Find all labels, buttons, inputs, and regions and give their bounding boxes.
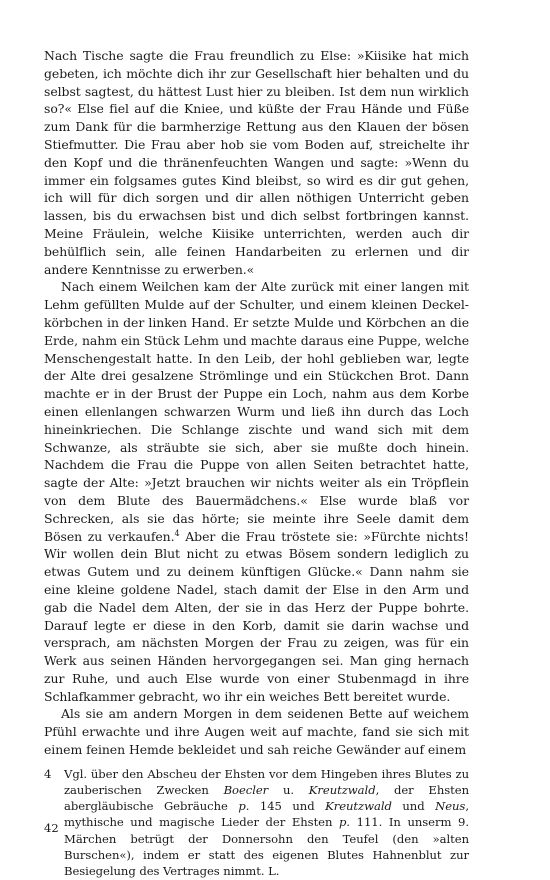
footnote bbox=[44, 766, 469, 879]
footnote-segment: u. bbox=[268, 783, 309, 798]
footnote-reference[interactable]: 4 bbox=[174, 528, 180, 538]
paragraph-text: Nach Tische sagte die Frau freundlich zu Else: »Kiisike hat mich gebeten, ich möchte dich ihr zur Gesellschaft hier behalten und du selbst sagtest, du hättest Lust hier zu bleiben. Ist dem nun wirklich so?« Else fiel auf die Kniee, und küßte der Frau Hände und Füße zum Dank für die barmherzige Rettung aus den Klauen der bösen Stiefmutter. Die Frau aber hob sie vom Boden auf, streichelte ihr den Kopf und die thränenfeuchten Wangen und sagte: »Wenn du immer ein folgsames gutes Kind bleibst, so wird es dir gut gehen, ich will für dich sorgen und dir allen nöthigen Unterricht geben lassen, bis du erwachsen bist und dich selbst fortbringen kannst. Meine Fräulein, welche Kiisike unterrichten, werden auch dir behülflich sein, alle feinen Handarbeiten zu erlernen und dir andere Kenntnisse zu erwerben.« bbox=[44, 48, 469, 277]
footnote-segment: , mythische und magische Lieder der Ehsten bbox=[64, 799, 469, 830]
paragraph-2 bbox=[44, 278, 469, 705]
page-number: 42 bbox=[44, 821, 59, 835]
footnote-italic: Neus bbox=[435, 799, 466, 814]
paragraph-text: Aber die Frau tröstete sie: »Fürchte nichts! Wir wollen dein Blut nicht zu etwas Bösem sondern lediglich zu etwas Gutem und zu deinem künftigen Glücke.« Dann nahm sie eine kleine goldene Nadel, stach damit der Else in den Arm und gab die Nadel dem Alten, der sie in das Herz der Puppe bohrte. Darauf legte er diese in den Korb, damit sie darin wachse und versprach, am nächsten Morgen der Frau zu zeigen, was für ein Werk aus seinen Händen hervorgegangen sei. Man ging hernach zur Ruhe, und auch Else wurde von einer Stubenmagd in ihre Schlafkammer gebracht, wo ihr ein weiches Bett bereitet wurde. bbox=[44, 528, 469, 704]
footnote-italic: p. bbox=[339, 815, 351, 830]
paragraph-1 bbox=[44, 47, 469, 278]
footnote-italic: p. bbox=[238, 799, 250, 814]
footnote-text bbox=[64, 766, 469, 879]
body-text bbox=[44, 47, 469, 759]
footnote-number: 4 bbox=[44, 766, 52, 781]
book-page bbox=[44, 47, 469, 879]
footnote-segment: 111. In unserm 9. Märchen betrügt der Donnersohn den Teufel (den »alten Burschen«), indem er statt des eigenen Blutes Hahnenblut zur Besiegelung des Vertrages nimmt. L. bbox=[64, 815, 469, 879]
footnote-italic: Kreutzwald bbox=[325, 799, 392, 814]
paragraph-text: Nach einem Weilchen kam der Alte zurück mit einer langen mit Lehm gefüllten Mulde auf der Schulter, und einem kleinen Deckelkörbchen in der linken Hand. Er setzte Mulde und Körbchen an die Erde, nahm ein Stück Lehm und machte daraus eine Puppe, welche Menschengestalt hatte. In den Leib, der hohl geblieben war, legte der Alte drei gesalzene Strömlinge und ein Stückchen Brot. Dann machte er in der Brust der Puppe ein Loch, nahm aus dem Korbe einen ellenlangen schwarzen Wurm und ließ ihn durch das Loch hineinkriechen. Die Schlange zischte und wand sich mit dem Schwanze, als sträubte sie sich, aber sie mußte doch hinein. Nachdem die Frau die Puppe von allen Seiten betrachtet hatte, sagte der Alte: »Jetzt brauchen wir nichts weiter als ein Tröpflein von dem Blute des Bauermädchens.« Else wurde blaß vor Schrecken, als sie das hörte; sie meinte ihre Seele damit dem Bösen zu verkaufen. bbox=[44, 279, 469, 544]
footnote-italic: Kreutzwald bbox=[308, 783, 376, 798]
footnote-segment: Vgl. über den Abscheu der Ehsten vor dem Hingeben ihres Blutes zu zauberischen Zwecken bbox=[64, 766, 469, 798]
footnote-segment: 145 und bbox=[249, 799, 326, 814]
footnote-segment: , der Ehsten abergläubische Gebräuche bbox=[64, 783, 469, 814]
footnote-italic: Boecler bbox=[223, 783, 269, 798]
footnote-segment: und bbox=[391, 799, 436, 814]
paragraph-text: Als sie am andern Morgen in dem seidenen Bette auf weichem Pfühl erwachte und ihre Augen weit auf machte, fand sie sich mit einem feinen Hemde bekleidet und sah reiche Gewänder auf einem bbox=[44, 706, 469, 758]
footnote-separator bbox=[44, 759, 469, 764]
paragraph-3 bbox=[44, 705, 469, 758]
